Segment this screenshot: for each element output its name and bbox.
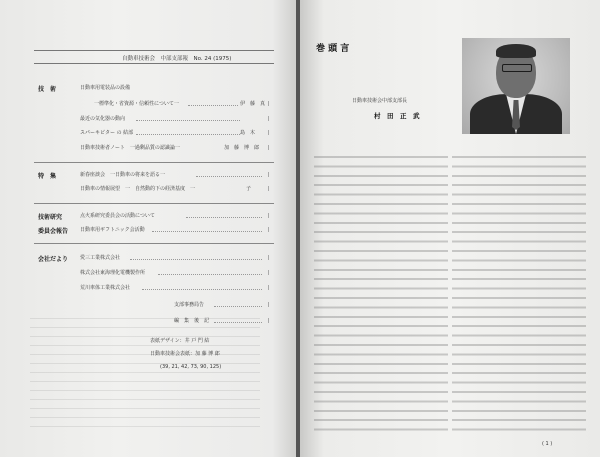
leader-dots: [188, 105, 238, 106]
leader-dots: [142, 289, 262, 290]
credit-line: 日動車技術会表紙：加 藤 博 郎: [150, 351, 220, 357]
author-affiliation: 日動車技術会中部支部長: [352, 98, 408, 104]
toc-page-number: [268, 285, 275, 290]
section-label-committee: 委員会報告: [38, 228, 69, 235]
toc-entry-title: 株式会社東海理化電機製作所: [80, 270, 146, 276]
toc-entry-title: 日動車技術者ノート 一過剰品質の認識論一: [80, 145, 180, 151]
leader-dots: [136, 120, 240, 121]
toc-entry-author: 子: [246, 186, 252, 192]
author-name: 村 田 正 武: [374, 112, 420, 120]
toc-entry-title: 日動車の情報展望 一 自然動的下の経済基度 一: [80, 186, 196, 192]
leader-dots: [130, 259, 262, 260]
toc-page-number: [268, 227, 275, 232]
toc-entry-title: 編 集 後 記: [174, 318, 210, 324]
section-divider: [34, 162, 274, 163]
toc-page-number: [268, 130, 275, 135]
toc-page-number: [268, 101, 275, 106]
leader-dots: [136, 134, 240, 135]
toc-page-number: [268, 213, 275, 218]
foreword-title: 巻 頭 言: [316, 44, 350, 54]
portrait-glasses: [502, 64, 532, 72]
toc-entry-title: 点火系研究委員会の活動について: [80, 213, 155, 219]
toc-entry-author: 伊 藤 真: [240, 101, 266, 107]
toc-page-number: [268, 302, 275, 307]
toc-entry-title: 愛三工業株式会社: [80, 255, 121, 261]
page-ref-list: (39, 21, 42, 73, 90, 125): [160, 364, 222, 370]
author-portrait-photo: [462, 38, 570, 134]
toc-entry-title: 最近の気化器の動向: [80, 116, 126, 122]
toc-entry-author: 島 木: [240, 130, 256, 136]
section-label-company-news: 会社だより: [38, 256, 69, 263]
toc-page-number: [268, 172, 275, 177]
section-label-feature: 特 集: [38, 173, 57, 180]
page-number: ( 1 ): [542, 441, 553, 447]
toc-entry-title: 支部事務局告: [174, 302, 205, 308]
portrait-hair: [496, 44, 536, 58]
left-page-contents: [0, 0, 296, 457]
leader-dots: [158, 274, 262, 275]
journal-header-text: 自動車技術会 中部支部報 No. 24 (1975): [122, 56, 232, 62]
toc-page-number: [268, 116, 275, 121]
toc-entry-title: スパーキビター の 結部: [80, 130, 134, 136]
toc-entry-title: 日動車用ギフトニック会活動: [80, 227, 145, 233]
journal-header: [34, 50, 274, 64]
toc-entry-title: 新春座談会 一日動車の将来を語る一: [80, 172, 166, 178]
section-label-research: 技術研究: [38, 214, 63, 221]
toc-entry-title: 一標準化・省資源・信頼性について一: [94, 101, 179, 107]
section-divider: [34, 243, 274, 244]
toc-entry-author: 加 藤 博 郎: [224, 145, 260, 151]
toc-entry-title: 日動車用電装品の設備: [80, 85, 131, 91]
toc-page-number: [268, 255, 275, 260]
toc-page-number: [268, 270, 275, 275]
toc-page-number: [268, 145, 275, 150]
section-label-technology: 技 術: [38, 86, 57, 93]
leader-dots: [186, 217, 262, 218]
body-text-column-2: [452, 152, 586, 434]
toc-entry-title: 荒川車体工業株式会社: [80, 285, 131, 291]
leader-dots: [152, 231, 262, 232]
section-divider: [34, 203, 274, 204]
toc-page-number: [268, 318, 275, 323]
body-text-column-1: [314, 152, 448, 434]
show-through-texture: [30, 310, 260, 430]
credit-line: 表紙デザイン：井 戸 門 結: [150, 338, 210, 344]
leader-dots: [214, 306, 262, 307]
leader-dots: [196, 176, 262, 177]
toc-page-number: [268, 186, 275, 191]
